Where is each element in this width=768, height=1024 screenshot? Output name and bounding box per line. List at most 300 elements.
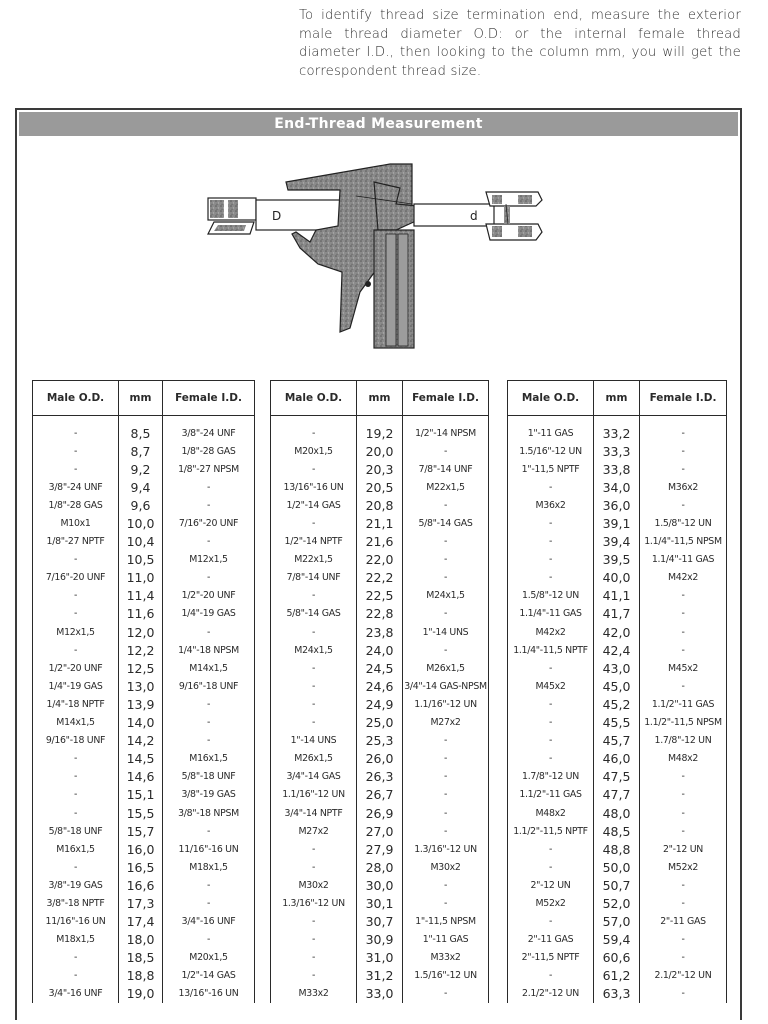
female-id-cell: - <box>640 768 727 786</box>
table-row <box>271 442 489 460</box>
table-row <box>33 605 255 623</box>
mm-cell: 50,7 <box>594 876 640 894</box>
table-row <box>508 514 727 532</box>
female-id-cell: 2.1/2"-12 UN <box>640 967 727 985</box>
male-od-cell: - <box>311 518 316 530</box>
male-od-cell: 1.5/8"-12 UN <box>522 590 579 602</box>
female-id-cell: - <box>403 750 489 768</box>
table-row <box>271 424 489 442</box>
male-od-cell: 1.3/16"-12 UN <box>282 897 345 909</box>
intro-text: To identify thread size termination end, measure the exterior male thread diameter O.D: or the internal female thread diameter I.D., then looking to the column mm, you will get the correspondent thread size. <box>299 8 741 79</box>
female-id-cell: 2"-12 UN <box>640 840 727 858</box>
mm-cell: 22,2 <box>357 569 403 587</box>
female-id-cell: M18x1,5 <box>163 858 255 876</box>
female-id-cell: - <box>163 732 255 750</box>
male-od-cell: - <box>73 753 78 765</box>
table-row <box>271 714 489 732</box>
table-row <box>508 695 727 713</box>
table-row <box>271 605 489 623</box>
mm-cell: 48,0 <box>594 804 640 822</box>
male-od-cell: - <box>548 970 553 982</box>
female-id-cell: 13/16"-16 UN <box>163 985 255 1003</box>
mm-cell: 16,5 <box>119 858 163 876</box>
male-od-cell: - <box>73 807 78 819</box>
mm-cell: 47,7 <box>594 786 640 804</box>
female-id-cell: - <box>640 442 727 460</box>
male-fitting-icon <box>208 198 256 234</box>
table-row <box>33 732 255 750</box>
female-id-cell: 3/8"-19 GAS <box>163 786 255 804</box>
male-od-cell: 13/16"-16 UN <box>283 481 344 493</box>
mm-cell: 16,6 <box>119 876 163 894</box>
mm-cell: 13,0 <box>119 677 163 695</box>
female-id-cell: 1.7/8"-12 UN <box>640 732 727 750</box>
mm-cell: 61,2 <box>594 967 640 985</box>
mm-cell: 18,5 <box>119 949 163 967</box>
female-id-cell: M52x2 <box>640 858 727 876</box>
female-id-cell: - <box>403 985 489 1003</box>
male-od-cell: - <box>548 916 553 928</box>
female-id-cell: - <box>403 786 489 804</box>
male-od-cell: - <box>548 554 553 566</box>
female-id-cell: M48x2 <box>640 750 727 768</box>
mm-cell: 22,8 <box>357 605 403 623</box>
mm-cell: 43,0 <box>594 659 640 677</box>
male-od-cell: - <box>73 445 78 457</box>
table-row <box>271 551 489 569</box>
table-row <box>508 587 727 605</box>
male-od-cell: M48x2 <box>535 807 566 819</box>
table-row <box>508 894 727 912</box>
male-od-cell: - <box>311 952 316 964</box>
table-row <box>508 858 727 876</box>
male-od-cell: - <box>73 861 78 873</box>
table-row <box>33 822 255 840</box>
table-row <box>33 967 255 985</box>
male-od-cell: 1/8"-27 NPTF <box>46 536 105 548</box>
mm-cell: 28,0 <box>357 858 403 876</box>
female-id-cell: - <box>163 894 255 912</box>
table-row <box>271 496 489 514</box>
table-row <box>508 913 727 931</box>
mm-cell: 45,5 <box>594 714 640 732</box>
mm-cell: 20,0 <box>357 442 403 460</box>
male-od-header: Male O.D. <box>33 381 119 416</box>
female-id-header: Female I.D. <box>403 381 489 416</box>
female-id-cell: 1/4"-18 NPSM <box>163 641 255 659</box>
male-od-cell: 3/8"-24 UNF <box>48 481 103 493</box>
male-od-cell: 1/2"-20 UNF <box>48 662 103 674</box>
mm-cell: 46,0 <box>594 750 640 768</box>
table-row <box>508 641 727 659</box>
mm-cell: 15,5 <box>119 804 163 822</box>
mm-cell: 33,3 <box>594 442 640 460</box>
female-id-cell: 1"-11 GAS <box>403 931 489 949</box>
male-od-cell: 2"-12 UN <box>530 879 571 891</box>
male-od-cell: 1/2"-14 NPTF <box>284 536 343 548</box>
table-row <box>33 533 255 551</box>
mm-cell: 30,1 <box>357 894 403 912</box>
table-row <box>33 695 255 713</box>
male-od-cell: - <box>311 680 316 692</box>
male-od-cell: 1.1/2"-11,5 NPTF <box>513 825 588 837</box>
female-id-cell: - <box>640 677 727 695</box>
mm-cell: 50,0 <box>594 858 640 876</box>
mm-cell: 48,5 <box>594 822 640 840</box>
female-id-cell: 1/2"-14 NPSM <box>403 424 489 442</box>
female-id-cell: M42x2 <box>640 569 727 587</box>
male-od-cell: 3/8"-19 GAS <box>48 879 103 891</box>
female-id-cell: M16x1,5 <box>163 750 255 768</box>
table-row <box>33 840 255 858</box>
table-row <box>271 913 489 931</box>
male-od-cell: 11/16"-16 UN <box>45 916 106 928</box>
male-od-cell: - <box>73 608 78 620</box>
mm-cell: 19,2 <box>357 424 403 442</box>
table-row <box>508 732 727 750</box>
mm-cell: 10,5 <box>119 551 163 569</box>
table-row <box>271 569 489 587</box>
male-od-cell: 1.1/2"-11 GAS <box>519 789 582 801</box>
male-od-cell: M20x1,5 <box>294 445 333 457</box>
female-id-cell: 1.5/16"-12 UN <box>403 967 489 985</box>
mm-cell: 52,0 <box>594 894 640 912</box>
mm-cell: 26,7 <box>357 786 403 804</box>
male-od-cell: M18x1,5 <box>56 934 95 946</box>
mm-cell: 24,0 <box>357 641 403 659</box>
table-row <box>33 786 255 804</box>
female-id-cell: M12x1,5 <box>163 551 255 569</box>
mm-header: mm <box>594 381 640 416</box>
table-row <box>508 442 727 460</box>
female-id-cell: - <box>403 533 489 551</box>
female-id-cell: - <box>640 605 727 623</box>
table-row <box>508 768 727 786</box>
male-od-cell: 3/4"-14 NPTF <box>284 807 343 819</box>
female-id-cell: - <box>403 569 489 587</box>
female-id-cell: 9/16"-18 UNF <box>163 677 255 695</box>
thread-table-2 <box>270 380 489 1003</box>
mm-cell: 13,9 <box>119 695 163 713</box>
female-id-cell: - <box>403 732 489 750</box>
male-od-cell: - <box>73 771 78 783</box>
male-od-cell: - <box>548 843 553 855</box>
female-id-cell: - <box>403 768 489 786</box>
table-row <box>33 949 255 967</box>
female-id-cell: - <box>640 876 727 894</box>
male-od-cell: 7/8"-14 UNF <box>286 572 341 584</box>
table-row <box>33 478 255 496</box>
table-row <box>271 858 489 876</box>
male-od-cell: - <box>311 717 316 729</box>
female-id-cell: 7/8"-14 UNF <box>403 460 489 478</box>
female-id-cell: - <box>640 894 727 912</box>
mm-cell: 31,0 <box>357 949 403 967</box>
mm-cell: 63,3 <box>594 985 640 1003</box>
table-row <box>271 876 489 894</box>
male-od-cell: - <box>73 970 78 982</box>
table-row <box>33 913 255 931</box>
male-od-header: Male O.D. <box>508 381 594 416</box>
panel-title: End-Thread Measurement <box>19 112 738 136</box>
table-row <box>508 460 727 478</box>
table-row <box>271 967 489 985</box>
female-id-cell: - <box>163 623 255 641</box>
mm-cell: 17,4 <box>119 913 163 931</box>
mm-cell: 14,5 <box>119 750 163 768</box>
female-id-cell: - <box>403 822 489 840</box>
mm-cell: 11,6 <box>119 605 163 623</box>
female-id-cell: M33x2 <box>403 949 489 967</box>
table-row <box>508 967 727 985</box>
female-id-cell: - <box>163 931 255 949</box>
table-row <box>33 858 255 876</box>
male-od-cell: - <box>73 463 78 475</box>
mm-cell: 26,3 <box>357 768 403 786</box>
female-id-cell: 1.3/16"-12 UN <box>403 840 489 858</box>
table-row <box>33 876 255 894</box>
male-od-cell: - <box>73 952 78 964</box>
table-row <box>271 985 489 1003</box>
male-od-cell: M36x2 <box>535 499 566 511</box>
table-row <box>508 985 727 1003</box>
table-row <box>33 768 255 786</box>
female-id-header: Female I.D. <box>163 381 255 416</box>
table-row <box>271 804 489 822</box>
mm-cell: 45,7 <box>594 732 640 750</box>
female-id-cell: - <box>640 931 727 949</box>
female-id-cell: 5/8"-14 GAS <box>403 514 489 532</box>
female-id-cell: - <box>163 822 255 840</box>
female-id-cell: 3/4"-16 UNF <box>163 913 255 931</box>
male-od-cell: - <box>311 463 316 475</box>
table-row <box>33 551 255 569</box>
table-row <box>271 478 489 496</box>
mm-cell: 14,0 <box>119 714 163 732</box>
male-od-cell: 7/16"-20 UNF <box>45 572 106 584</box>
table-row <box>271 786 489 804</box>
table-row <box>271 587 489 605</box>
mm-cell: 11,0 <box>119 569 163 587</box>
male-od-cell: M10x1 <box>60 518 91 530</box>
mm-cell: 20,3 <box>357 460 403 478</box>
mm-cell: 39,4 <box>594 533 640 551</box>
female-id-cell: - <box>163 876 255 894</box>
female-id-cell: - <box>640 822 727 840</box>
table-row <box>508 750 727 768</box>
table-row <box>271 695 489 713</box>
male-od-cell: 1/4"-19 GAS <box>48 680 103 692</box>
table-row <box>271 931 489 949</box>
caliper-icon <box>286 164 418 348</box>
female-id-cell: - <box>640 424 727 442</box>
mm-cell: 10,0 <box>119 514 163 532</box>
table-row <box>508 677 727 695</box>
mm-cell: 18,0 <box>119 931 163 949</box>
male-od-cell: 9/16"-18 UNF <box>45 735 106 747</box>
table-row <box>271 623 489 641</box>
mm-cell: 14,2 <box>119 732 163 750</box>
table-row <box>33 460 255 478</box>
mm-cell: 15,7 <box>119 822 163 840</box>
mm-cell: 41,1 <box>594 587 640 605</box>
mm-cell: 9,4 <box>119 478 163 496</box>
male-od-cell: 5/8"-14 GAS <box>286 608 341 620</box>
mm-cell: 9,6 <box>119 496 163 514</box>
female-id-cell: - <box>403 605 489 623</box>
male-od-cell: 3/8"-18 NPTF <box>46 897 105 909</box>
table-row <box>271 732 489 750</box>
mm-cell: 12,5 <box>119 659 163 677</box>
mm-cell: 57,0 <box>594 913 640 931</box>
table-row <box>508 659 727 677</box>
male-od-cell: - <box>311 626 316 638</box>
female-id-cell: 3/4"-14 GAS-NPSM <box>403 677 489 695</box>
male-od-cell: - <box>73 644 78 656</box>
female-id-cell: - <box>640 985 727 1003</box>
female-id-cell: M45x2 <box>640 659 727 677</box>
mm-cell: 23,8 <box>357 623 403 641</box>
female-id-cell: 1/2"-14 GAS <box>163 967 255 985</box>
female-id-cell: - <box>640 460 727 478</box>
female-id-cell: M22x1,5 <box>403 478 489 496</box>
female-id-cell: 5/8"-18 UNF <box>163 768 255 786</box>
mm-cell: 47,5 <box>594 768 640 786</box>
mm-cell: 21,6 <box>357 533 403 551</box>
table-row <box>271 750 489 768</box>
male-od-cell: M26x1,5 <box>294 753 333 765</box>
table-row <box>33 985 255 1003</box>
male-od-cell: 3/4"-16 UNF <box>48 988 103 1000</box>
male-od-cell: M27x2 <box>298 825 329 837</box>
table-row <box>508 876 727 894</box>
table-row <box>271 822 489 840</box>
mm-cell: 48,8 <box>594 840 640 858</box>
male-od-cell: M24x1,5 <box>294 644 333 656</box>
male-od-cell: - <box>311 698 316 710</box>
male-od-cell: 1"-11 GAS <box>527 427 574 439</box>
male-od-cell: - <box>548 536 553 548</box>
male-od-cell: - <box>73 554 78 566</box>
female-id-cell: 3/8"-24 UNF <box>163 424 255 442</box>
male-od-cell: 1.1/4"-11,5 NPTF <box>513 644 588 656</box>
male-od-cell: 1.7/8"-12 UN <box>522 771 579 783</box>
diameter-label-D: D <box>272 209 282 223</box>
mm-cell: 11,4 <box>119 587 163 605</box>
mm-cell: 18,8 <box>119 967 163 985</box>
table-row <box>271 659 489 677</box>
table-row <box>508 804 727 822</box>
mm-cell: 10,4 <box>119 533 163 551</box>
female-id-cell: - <box>403 641 489 659</box>
male-od-cell: 1.1/16"-12 UN <box>282 789 345 801</box>
female-id-cell: - <box>163 478 255 496</box>
male-od-cell: 2"-11,5 NPTF <box>521 952 580 964</box>
table-row <box>508 496 727 514</box>
male-od-cell: - <box>311 861 316 873</box>
mm-cell: 25,0 <box>357 714 403 732</box>
mm-cell: 8,5 <box>119 424 163 442</box>
female-id-cell: 1/2"-20 UNF <box>163 587 255 605</box>
female-id-cell: M26x1,5 <box>403 659 489 677</box>
male-od-cell: 1/4"-18 NPTF <box>46 698 105 710</box>
mm-cell: 9,2 <box>119 460 163 478</box>
mm-cell: 41,7 <box>594 605 640 623</box>
table-row <box>508 949 727 967</box>
thread-table-1 <box>32 380 255 1003</box>
female-id-cell: 7/16"-20 UNF <box>163 514 255 532</box>
table-row <box>33 659 255 677</box>
male-od-cell: - <box>311 427 316 439</box>
table-row <box>33 587 255 605</box>
female-id-cell: M27x2 <box>403 714 489 732</box>
male-od-cell: - <box>548 572 553 584</box>
table-row <box>271 533 489 551</box>
male-od-cell: M33x2 <box>298 988 329 1000</box>
female-id-cell: 1.1/4"-11 GAS <box>640 551 727 569</box>
female-id-cell: 1.1/4"-11,5 NPSM <box>640 533 727 551</box>
mm-cell: 25,3 <box>357 732 403 750</box>
mm-cell: 33,2 <box>594 424 640 442</box>
female-id-cell: M36x2 <box>640 478 727 496</box>
male-od-cell: M22x1,5 <box>294 554 333 566</box>
male-od-cell: - <box>548 717 553 729</box>
diameter-label-d: d <box>470 209 478 223</box>
male-od-cell: 2"-11 GAS <box>527 934 574 946</box>
table-row <box>33 623 255 641</box>
female-id-cell: - <box>403 551 489 569</box>
female-id-cell: - <box>403 496 489 514</box>
male-od-cell: 2.1/2"-12 UN <box>522 988 579 1000</box>
male-od-cell: - <box>311 934 316 946</box>
table-row <box>33 569 255 587</box>
male-od-cell: 1.1/4"-11 GAS <box>519 608 582 620</box>
female-id-cell: - <box>640 587 727 605</box>
mm-cell: 12,2 <box>119 641 163 659</box>
table-row <box>271 677 489 695</box>
mm-cell: 40,0 <box>594 569 640 587</box>
male-od-cell: M45x2 <box>535 680 566 692</box>
female-id-cell: 11/16"-16 UN <box>163 840 255 858</box>
male-od-cell: - <box>311 590 316 602</box>
female-id-cell: 2"-11 GAS <box>640 913 727 931</box>
female-id-cell: 1/8"-27 NPSM <box>163 460 255 478</box>
table-row <box>33 931 255 949</box>
female-id-cell: - <box>403 876 489 894</box>
female-id-cell: - <box>640 949 727 967</box>
table-row <box>33 424 255 442</box>
table-row <box>33 514 255 532</box>
male-od-cell: - <box>548 735 553 747</box>
mm-cell: 42,0 <box>594 623 640 641</box>
female-id-cell: - <box>640 641 727 659</box>
male-od-cell: - <box>548 861 553 873</box>
mm-cell: 20,5 <box>357 478 403 496</box>
table-row <box>33 750 255 768</box>
table-row <box>508 551 727 569</box>
table-row <box>508 424 727 442</box>
mm-cell: 45,0 <box>594 677 640 695</box>
mm-cell: 14,6 <box>119 768 163 786</box>
mm-cell: 24,9 <box>357 695 403 713</box>
female-id-cell: - <box>640 786 727 804</box>
female-id-cell: 1"-11,5 NPSM <box>403 913 489 931</box>
male-od-header: Male O.D. <box>271 381 357 416</box>
mm-header: mm <box>119 381 163 416</box>
female-id-cell: - <box>403 894 489 912</box>
table-row <box>508 786 727 804</box>
table-row <box>33 804 255 822</box>
